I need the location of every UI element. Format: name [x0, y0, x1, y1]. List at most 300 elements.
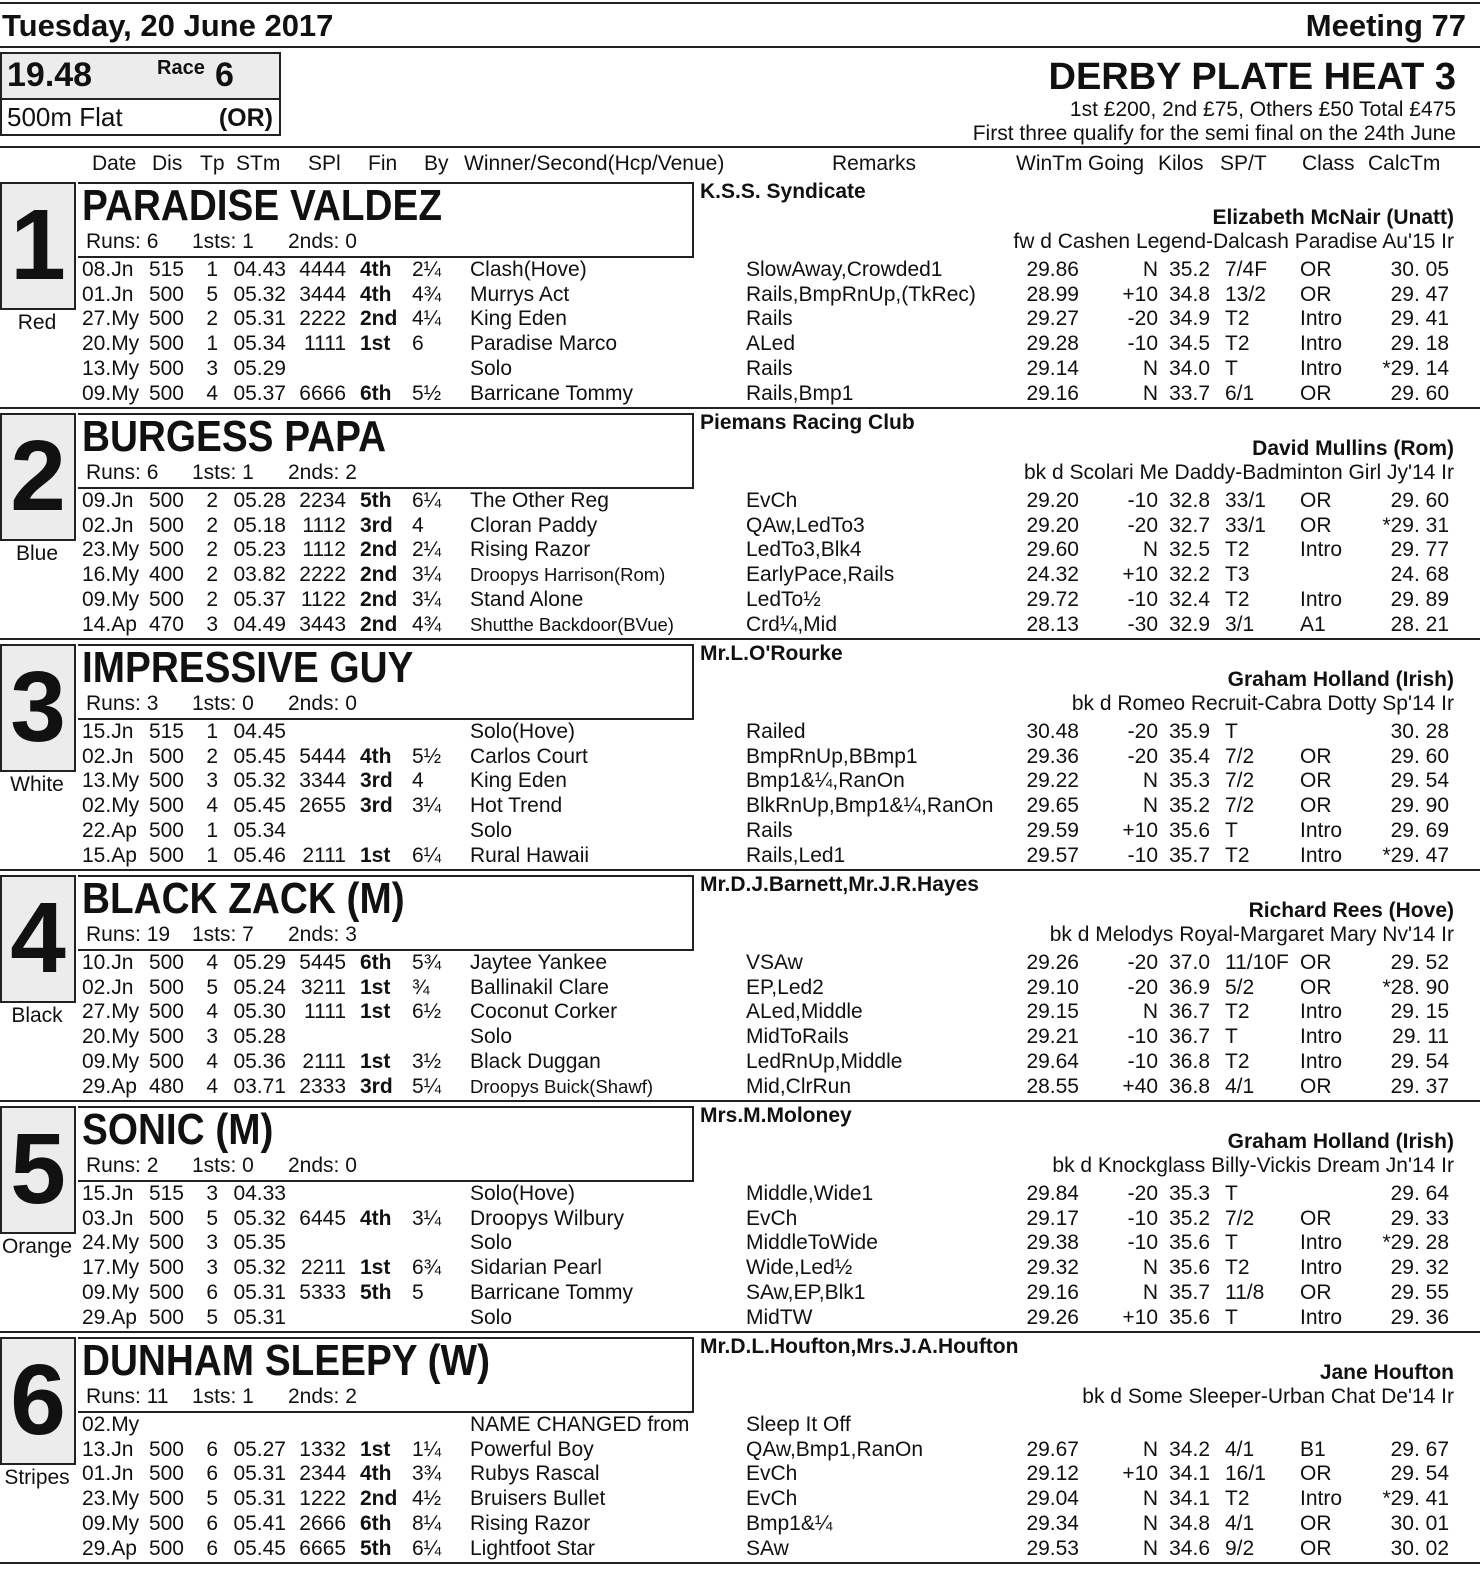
form-going: -10 — [1127, 1049, 1158, 1073]
form-spt: 9/2 — [1225, 1536, 1255, 1560]
form-calctm: 29. 54 — [1390, 1049, 1449, 1073]
form-row — [0, 719, 1480, 744]
form-date: 09.My — [82, 587, 140, 611]
form-by: ¾ — [412, 975, 430, 999]
trainer: Graham Holland (Irish) — [1227, 668, 1454, 691]
form-row — [0, 818, 1480, 843]
form-dis: 500 — [148, 489, 184, 512]
form-going: N — [1142, 1280, 1158, 1304]
form-fin: 2nd — [360, 307, 398, 331]
form-calctm: 29. 18 — [1390, 332, 1449, 356]
form-spt: 7/2 — [1225, 794, 1255, 818]
stat-firsts: 1sts: 1 — [192, 230, 254, 253]
stat-runs: Runs: 2 — [86, 1154, 159, 1177]
column-header-stm: STm — [236, 152, 281, 175]
form-dis: 500 — [148, 1437, 184, 1461]
form-winner: Bruisers Bullet — [470, 1487, 606, 1511]
form-trap: 3 — [206, 1256, 218, 1280]
column-header-by: By — [424, 152, 449, 175]
form-winner: Solo(Hove) — [470, 1182, 576, 1205]
form-trap: 3 — [206, 1025, 218, 1049]
form-winner: Hot Trend — [470, 794, 563, 818]
form-remarks: MiddleToWide — [746, 1231, 878, 1255]
form-remarks: BlkRnUp,Bmp1&¼,RanOn — [746, 794, 994, 818]
form-by: 3¾ — [412, 1462, 442, 1486]
form-dis: 500 — [148, 843, 184, 867]
form-dis: 500 — [148, 1256, 184, 1280]
form-kilos: 34.5 — [1169, 332, 1210, 356]
form-dis: 500 — [148, 1206, 184, 1230]
form-stm: 05.27 — [233, 1437, 286, 1461]
form-winner: Powerful Boy — [470, 1437, 594, 1461]
form-remarks: MidTW — [746, 1305, 813, 1329]
form-winner: Jaytee Yankee — [470, 951, 607, 974]
form-kilos: 35.6 — [1169, 818, 1210, 842]
form-going: N — [1142, 258, 1158, 281]
form-stm: 03.71 — [233, 1074, 286, 1098]
form-remarks: SAw,EP,Blk1 — [746, 1280, 866, 1304]
form-fin: 6th — [360, 381, 392, 405]
form-by: 2¼ — [412, 538, 442, 562]
form-winner: Rising Razor — [470, 538, 591, 562]
form-row — [0, 1024, 1480, 1049]
form-class: OR — [1300, 258, 1332, 281]
form-wintm: 30.48 — [1026, 720, 1079, 743]
form-dis: 500 — [148, 356, 184, 380]
stat-seconds: 2nds: 2 — [288, 1385, 357, 1408]
form-dis: 500 — [148, 1000, 184, 1024]
form-by: 6 — [412, 332, 424, 356]
form-date: 02.Jn — [82, 975, 134, 999]
form-wintm: 29.84 — [1026, 1182, 1079, 1205]
form-kilos: 35.6 — [1169, 1256, 1210, 1280]
form-kilos: 35.3 — [1169, 1182, 1210, 1205]
greyhound-name: BURGESS PAPA — [82, 412, 387, 461]
form-going: N — [1142, 538, 1158, 562]
form-going: -20 — [1127, 1182, 1158, 1205]
form-winner: Barricane Tommy — [470, 1280, 633, 1304]
stat-firsts: 1sts: 1 — [192, 1385, 254, 1408]
form-going: N — [1142, 1256, 1158, 1280]
form-wintm: 29.16 — [1026, 1280, 1079, 1304]
form-dis: 500 — [148, 381, 184, 405]
form-fin: 5th — [360, 1536, 392, 1560]
form-wintm: 29.67 — [1026, 1437, 1079, 1461]
form-remarks: Bmp1&¼ — [746, 1511, 833, 1535]
form-row — [0, 768, 1480, 793]
form-fin: 2nd — [360, 563, 398, 587]
form-winner: Rural Hawaii — [470, 843, 590, 867]
form-stm: 05.36 — [233, 1049, 286, 1073]
form-trap: 4 — [206, 381, 218, 405]
form-calctm: 29. 55 — [1390, 1280, 1449, 1304]
form-dis: 500 — [148, 1511, 184, 1535]
form-by: 3¼ — [412, 794, 442, 818]
form-wintm: 29.26 — [1026, 951, 1079, 974]
form-wintm: 29.32 — [1026, 1256, 1079, 1280]
form-date: 14.Ap — [82, 612, 137, 636]
owner: Piemans Racing Club — [700, 411, 915, 434]
form-date: 24.My — [82, 1231, 140, 1255]
owner: Mr.L.O'Rourke — [700, 642, 843, 665]
form-spl: 6445 — [299, 1206, 346, 1230]
form-stm: 05.46 — [233, 843, 286, 867]
column-header-fin: Fin — [368, 152, 398, 175]
form-winner: King Eden — [470, 307, 567, 331]
trap-colour: Red — [17, 311, 57, 334]
runner-separator — [0, 1100, 1480, 1102]
form-wintm: 29.65 — [1026, 794, 1079, 818]
form-stm: 05.34 — [233, 818, 286, 842]
form-spl: 1111 — [303, 1000, 346, 1024]
form-spt: 4/1 — [1225, 1074, 1255, 1098]
runner-separator — [0, 869, 1480, 871]
breeding: bk d Melodys Royal-Margaret Mary Nv'14 Ir — [1049, 923, 1454, 946]
form-trap: 2 — [206, 489, 218, 512]
form-stm: 05.28 — [233, 1025, 286, 1049]
form-trap: 3 — [206, 1231, 218, 1255]
form-date: 13.My — [82, 769, 140, 793]
form-spl: 2344 — [299, 1462, 346, 1486]
form-row — [0, 356, 1480, 381]
form-spt: T — [1225, 1305, 1238, 1329]
form-going: -20 — [1127, 307, 1158, 331]
form-row — [0, 1206, 1480, 1231]
form-kilos: 35.9 — [1169, 720, 1210, 743]
trap-colour: Black — [11, 1004, 63, 1027]
runner-separator — [0, 638, 1480, 640]
column-header-spt: SP/T — [1220, 152, 1267, 175]
stat-runs: Runs: 11 — [86, 1385, 169, 1408]
form-spl: 2211 — [300, 1256, 346, 1280]
qualification-note: First three qualify for the semi final on the 24th June — [972, 122, 1456, 145]
form-winner: Rubys Rascal — [470, 1462, 600, 1486]
form-wintm: 29.72 — [1026, 587, 1079, 611]
form-class: Intro — [1300, 1049, 1343, 1073]
form-winner: Droopys Harrison(Rom) — [470, 564, 666, 586]
form-going: -20 — [1127, 951, 1158, 974]
form-stm: 05.35 — [233, 1231, 286, 1255]
form-calctm: 29. 60 — [1390, 381, 1449, 405]
form-calctm: 29. 11 — [1392, 1025, 1449, 1049]
form-dis: 500 — [148, 332, 184, 356]
form-kilos: 37.0 — [1169, 951, 1210, 974]
trainer: Jane Houfton — [1319, 1361, 1454, 1384]
form-going: N — [1142, 794, 1158, 818]
form-class: Intro — [1300, 1231, 1343, 1255]
form-by: 2¼ — [412, 258, 442, 281]
column-header-going: Going — [1088, 152, 1145, 175]
form-class: OR — [1300, 769, 1332, 793]
form-remarks: Bmp1&¼,RanOn — [746, 769, 905, 793]
form-stm: 05.45 — [233, 744, 286, 768]
form-going: N — [1142, 1487, 1158, 1511]
form-fin: 3rd — [360, 769, 393, 793]
form-class: Intro — [1300, 1487, 1343, 1511]
form-dis: 515 — [148, 720, 184, 743]
form-spl: 3344 — [299, 769, 346, 793]
form-going: +10 — [1122, 282, 1158, 306]
form-spt: 4/1 — [1225, 1511, 1255, 1535]
form-spl: 4444 — [299, 258, 346, 281]
form-wintm: 29.36 — [1026, 744, 1079, 768]
form-going: N — [1142, 1437, 1158, 1461]
form-kilos: 35.4 — [1169, 744, 1210, 768]
form-row — [0, 587, 1480, 612]
breeding: bk d Some Sleeper-Urban Chat De'14 Ir — [1082, 1385, 1454, 1408]
form-wintm: 29.16 — [1026, 381, 1079, 405]
form-winner: Lightfoot Star — [470, 1536, 595, 1560]
form-wintm: 29.38 — [1026, 1231, 1079, 1255]
form-calctm: 29. 47 — [1390, 282, 1449, 306]
form-winner: Black Duggan — [470, 1049, 601, 1073]
form-by: 4¾ — [412, 282, 442, 306]
form-row — [0, 257, 1480, 282]
form-date: 01.Jn — [82, 282, 134, 306]
form-by: 6¼ — [412, 489, 442, 512]
breeding: bk d Knockglass Billy-Vickis Dream Jn'14 Ir — [1052, 1154, 1454, 1177]
form-going: -10 — [1127, 1231, 1158, 1255]
form-remarks: Rails,Led1 — [746, 843, 846, 867]
form-kilos: 34.8 — [1169, 1511, 1210, 1535]
stat-firsts: 1sts: 0 — [192, 692, 254, 715]
form-going: -30 — [1127, 612, 1158, 636]
form-winner: Clash(Hove) — [470, 258, 587, 281]
trap-number: 5 — [10, 1113, 66, 1225]
form-fin: 1st — [360, 1256, 391, 1280]
form-date: 09.My — [82, 1049, 140, 1073]
form-remarks: Middle,Wide1 — [746, 1182, 874, 1205]
form-spl: 2222 — [299, 563, 346, 587]
breeding: fw d Cashen Legend-Dalcash Paradise Au'15 Ir — [1013, 230, 1454, 253]
form-winner: Sidarian Pearl — [470, 1256, 602, 1280]
form-remarks: MidToRails — [746, 1025, 849, 1049]
form-wintm: 29.14 — [1026, 356, 1079, 380]
form-stm: 04.45 — [233, 720, 286, 743]
form-dis: 500 — [148, 951, 184, 974]
form-remarks: SAw — [746, 1536, 789, 1560]
form-kilos: 35.7 — [1169, 1280, 1210, 1304]
form-going: +10 — [1122, 1462, 1158, 1486]
form-fin: 4th — [360, 282, 392, 306]
form-date: 29.Ap — [82, 1305, 137, 1329]
form-fin: 3rd — [360, 1074, 393, 1098]
form-stm: 04.43 — [233, 258, 286, 281]
form-kilos: 32.5 — [1169, 538, 1210, 562]
form-dis: 500 — [148, 744, 184, 768]
form-kilos: 32.8 — [1169, 489, 1210, 512]
form-remarks: EP,Led2 — [746, 975, 824, 999]
form-calctm: 30. 02 — [1390, 1536, 1449, 1560]
form-date: 09.Jn — [82, 489, 134, 512]
form-date: 09.My — [82, 381, 140, 405]
form-wintm: 29.26 — [1026, 1305, 1079, 1329]
form-class: OR — [1300, 1462, 1332, 1486]
form-date: 02.Jn — [82, 513, 134, 537]
form-kilos: 35.6 — [1169, 1231, 1210, 1255]
form-date: 20.My — [82, 1025, 140, 1049]
form-row — [0, 950, 1480, 975]
form-trap: 5 — [206, 1487, 218, 1511]
form-spt: T2 — [1225, 587, 1250, 611]
form-spt: 3/1 — [1225, 612, 1255, 636]
form-calctm: 24. 68 — [1390, 563, 1449, 587]
form-trap: 3 — [206, 1182, 218, 1205]
form-wintm: 29.12 — [1026, 1462, 1079, 1486]
form-by: 4½ — [412, 1487, 442, 1511]
form-spt: 6/1 — [1225, 381, 1255, 405]
form-remarks: QAw,Bmp1,RanOn — [746, 1437, 924, 1461]
form-calctm: 29. 32 — [1390, 1256, 1449, 1280]
form-wintm: 29.53 — [1026, 1536, 1079, 1560]
form-class: Intro — [1300, 818, 1343, 842]
form-dis: 500 — [148, 769, 184, 793]
form-calctm: 29. 15 — [1390, 1000, 1449, 1024]
greyhound-name: DUNHAM SLEEPY (W) — [82, 1336, 491, 1385]
owner: Mr.D.L.Houfton,Mrs.J.A.Houfton — [700, 1335, 1019, 1358]
form-dis: 500 — [148, 587, 184, 611]
form-date: 20.My — [82, 332, 140, 356]
trainer: Richard Rees (Hove) — [1248, 899, 1454, 922]
form-going: -10 — [1127, 587, 1158, 611]
form-dis: 500 — [148, 513, 184, 537]
form-wintm: 28.13 — [1026, 612, 1079, 636]
form-remarks: Railed — [746, 720, 806, 743]
race-number: 6 — [215, 56, 234, 94]
form-spl: 5444 — [299, 744, 346, 768]
form-kilos: 36.7 — [1169, 1000, 1210, 1024]
form-date: 10.Jn — [82, 951, 134, 974]
form-class: OR — [1300, 1511, 1332, 1535]
form-dis: 500 — [148, 1025, 184, 1049]
form-winner: Stand Alone — [470, 587, 584, 611]
form-dis: 470 — [148, 612, 184, 636]
form-trap: 4 — [206, 1074, 218, 1098]
form-kilos: 32.9 — [1169, 612, 1210, 636]
form-stm: 05.23 — [233, 538, 286, 562]
form-by: 3½ — [412, 1049, 442, 1073]
form-date: 29.Ap — [82, 1536, 137, 1560]
form-spt: T — [1225, 356, 1238, 380]
form-class: OR — [1300, 1536, 1332, 1560]
form-going: +10 — [1122, 563, 1158, 587]
form-row — [0, 1437, 1480, 1462]
runner-card — [0, 180, 1480, 412]
stat-firsts: 1sts: 1 — [192, 461, 254, 484]
form-by: 5¾ — [412, 951, 442, 974]
stat-seconds: 2nds: 2 — [288, 461, 357, 484]
form-trap: 5 — [206, 282, 218, 306]
form-winner: Paradise Marco — [470, 332, 618, 356]
form-dis: 515 — [148, 258, 184, 281]
form-stm: 05.29 — [233, 951, 286, 974]
form-by: 6½ — [412, 1000, 442, 1024]
form-fin: 4th — [360, 1462, 392, 1486]
form-fin: 1st — [360, 332, 391, 356]
form-winner: Solo(Hove) — [470, 720, 576, 743]
column-header-remarks: Remarks — [832, 152, 917, 175]
stat-runs: Runs: 19 — [86, 923, 171, 946]
form-trap: 1 — [206, 818, 218, 842]
greyhound-name: IMPRESSIVE GUY — [82, 643, 414, 692]
form-going: N — [1142, 1511, 1158, 1535]
form-by: 8¼ — [412, 1511, 442, 1535]
form-date: 15.Ap — [82, 843, 137, 867]
stat-seconds: 2nds: 0 — [288, 1154, 357, 1177]
form-going: N — [1142, 769, 1158, 793]
form-date: 13.My — [82, 356, 140, 380]
form-remarks: SlowAway,Crowded1 — [746, 258, 943, 281]
form-class: Intro — [1300, 1256, 1343, 1280]
form-kilos: 34.9 — [1169, 307, 1210, 331]
form-spt: T — [1225, 818, 1238, 842]
form-winner: Solo — [470, 1305, 513, 1329]
form-by: 3¼ — [412, 587, 442, 611]
form-spl: 2111 — [302, 843, 346, 867]
trap-number: 1 — [10, 189, 66, 301]
form-trap: 5 — [206, 1206, 218, 1230]
form-trap: 1 — [206, 258, 218, 281]
form-by: 6¼ — [412, 1536, 442, 1560]
form-wintm: 29.21 — [1026, 1025, 1079, 1049]
form-spt: T2 — [1225, 538, 1250, 562]
stat-firsts: 1sts: 0 — [192, 1154, 254, 1177]
form-going: -10 — [1127, 1206, 1158, 1230]
form-stm: 05.32 — [233, 769, 286, 793]
form-class: Intro — [1300, 843, 1343, 867]
breeding: bk d Scolari Me Daddy-Badminton Girl Jy'14 Ir — [1023, 461, 1454, 484]
stat-seconds: 2nds: 0 — [288, 230, 357, 253]
form-stm: 05.31 — [233, 307, 286, 331]
form-by: 4¾ — [412, 612, 442, 636]
form-kilos: 36.9 — [1169, 975, 1210, 999]
form-stm: 05.45 — [233, 1536, 286, 1560]
trap-number: 2 — [10, 420, 66, 532]
form-wintm: 28.55 — [1026, 1074, 1079, 1098]
runner-separator — [0, 1331, 1480, 1333]
form-by: 3¼ — [412, 1206, 442, 1230]
form-trap: 4 — [206, 951, 218, 974]
form-winner: Rising Razor — [470, 1511, 591, 1535]
form-class: A1 — [1300, 612, 1326, 636]
form-remarks: QAw,LedTo3 — [746, 513, 865, 537]
form-stm: 04.49 — [233, 612, 286, 636]
form-calctm: 30. 05 — [1390, 258, 1449, 281]
form-fin: 2nd — [360, 587, 398, 611]
form-by: 4 — [412, 769, 424, 793]
form-going: -20 — [1127, 744, 1158, 768]
form-trap: 6 — [206, 1536, 218, 1560]
form-spl: 1112 — [302, 513, 346, 537]
runner-separator — [0, 407, 1480, 409]
form-class: OR — [1300, 489, 1332, 512]
form-spl: 2111 — [302, 1049, 346, 1073]
runner-separator — [0, 1562, 1480, 1564]
trap-number: 6 — [10, 1344, 66, 1456]
form-spt: T — [1225, 1231, 1238, 1255]
form-calctm: 29. 69 — [1390, 818, 1449, 842]
form-spl: 3211 — [300, 975, 346, 999]
form-row — [0, 513, 1480, 538]
form-wintm: 29.34 — [1026, 1511, 1079, 1535]
form-dis: 500 — [148, 282, 184, 306]
greyhound-name: BLACK ZACK (M) — [82, 874, 405, 923]
form-trap: 2 — [206, 513, 218, 537]
prize-money: 1st £200, 2nd £75, Others £50 Total £475 — [1069, 98, 1456, 121]
trap-colour: Blue — [15, 542, 59, 565]
form-calctm: 29. 89 — [1390, 587, 1449, 611]
column-header-dis: Dis — [152, 152, 183, 175]
